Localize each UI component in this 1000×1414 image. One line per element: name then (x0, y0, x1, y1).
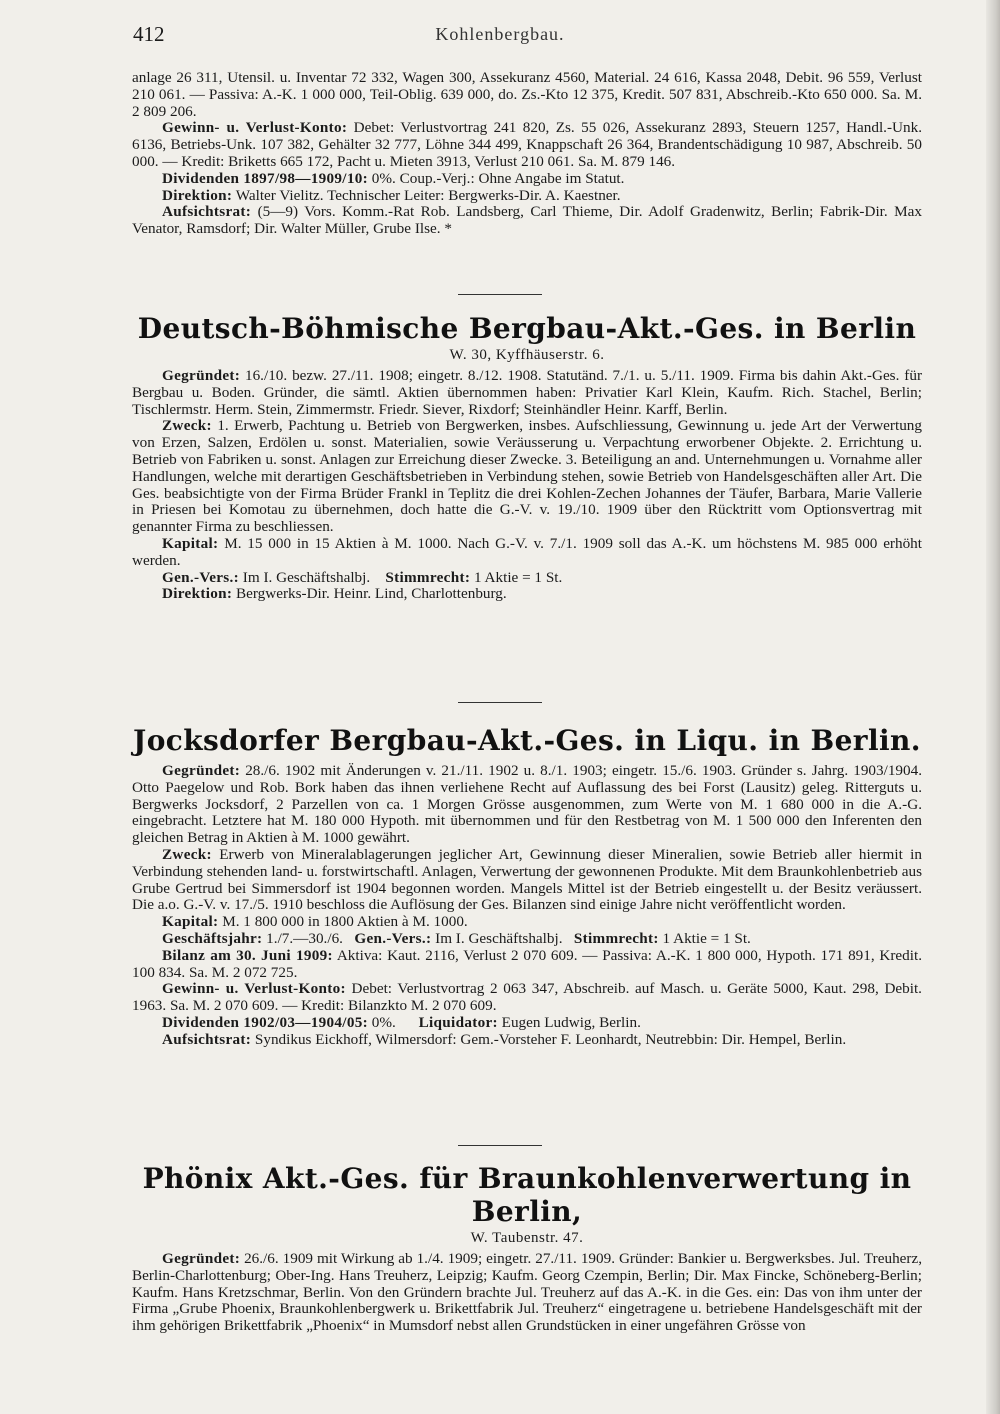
purpose-entry: Zweck: Erwerb von Mineralablagerungen jeglicher Art, Gewinnung dieser Mineralien, sowie Betrieb aller hiermit in Verbindung stehenden land- u. forstwirtschaftl. Anlagen, Verwertung der gewonnenen Produkte. Mit dem Braunkohlenbetrieb aus Grube Gertrud bei Simmersdorf ist 1904 begonnen worden. Mangels Mittel ist der Betrieb eingestellt u. der Besitz veräussert. Die a.o. G.-V. v. 17./5. 1910 beschloss die Auflösung der Ges. Bilanzen sind einige Jahre nicht veröffentlicht worden. (132, 845, 922, 914)
profit-loss-entry: Gewinn- u. Verlust-Konto: Debet: Verlustvortrag 241 820, Zs. 55 026, Assekuranz 2893, Steuern 1257, Handl.-Unk. 6136, Betriebs-Unk. 107 382, Gehälter 32 777, Löhne 344 499, Knappschaft 26 364, Brandentschädigung 10 987, Abschreib. 50 000. — Kredit: Briketts 665 172, Pacht u. Mieten 3913, Verlust 210 061. Sa. M. 879 146. (132, 119, 922, 170)
capital-entry: Kapital: M. 1 800 000 in 1800 Aktien à M. 1000. (162, 913, 468, 931)
section-divider (458, 294, 542, 295)
company-title: Deutsch-Böhmische Bergbau-Akt.-Ges. in Berlin (137, 312, 917, 345)
company-phoenix (132, 1162, 922, 1335)
page-number: 412 (133, 22, 165, 46)
balance-entry: Bilanz am 30. Juni 1909: Aktiva: Kaut. 2116, Verlust 2 070 609. — Passiva: A.-K. 1 800 000, Hypoth. 171 891, Kredit. 100 834. Sa. M. 2 072 725. (132, 946, 922, 981)
section-continuation (132, 70, 922, 238)
dividends-entry: Dividenden 1902/03—1904/05: 0%. Liquidator: Eugen Ludwig, Berlin. (162, 1013, 641, 1031)
running-title: Kohlenbergbau. (435, 24, 565, 44)
company-address: W. Taubenstr. 47. (470, 1230, 584, 1246)
purpose-entry: Zweck: 1. Erwerb, Pachtung u. Betrieb von Bergwerken, insbes. Aufschliessung, Gewinnung u. jede Art der Verwertung von Erzen, Salzen, Erdölen u. sonst. Materialien, sowie Veräusserung u. Verpachtung erworbener Objekte. 2. Errichtung u. Betrieb von Fabriken u. sonst. Anlagen zur Erreichung dieser Zwecke. 3. Beteiligung an and. Unternehmungen u. Vornahme aller Handlungen, welche mit derartigen Geschäftsbetrieben in Verbindung stehen, sowie Betrieb von Handelsgeschäften aller Art. Die Ges. beabsichtigte von der Firma Brüder Frankl in Teplitz die drei Kohlen-Zechen Johannes der Täufer, Barbara, Marie Vallerie in Priesen bei Komotau zu übernehmen, doch hatte die G.-V. v. 19./10. 1909 über den Rücktritt vom Optionsvertrag mit genannter Firma zu beschliessen. (132, 417, 922, 536)
page-edge-shadow (986, 0, 1000, 1414)
supervisory-board-entry: Aufsichtsrat: (5—9) Vors. Komm.-Rat Rob. Landsberg, Carl Thieme, Dir. Adolf Gradenwitz, Berlin; Fabrik-Dir. Max Venator, Ramsdorf; Dir. Walter Müller, Grube Ilse. * (132, 203, 922, 238)
business-year-entry: Geschäftsjahr: 1./7.—30./6. Gen.-Vers.: Im I. Geschäftshalbj. Stimmrecht: 1 Aktie = 1 St. (162, 929, 751, 947)
founded-entry: Gegründet: 16./10. bezw. 27./11. 1908; eingetr. 8./12. 1908. Statutänd. 7./1. u. 5./11. 1909. Firma bis dahin Akt.-Ges. für Bergbau u. Boden. Gründer, die sämtl. Aktien übernommen haben: Privatier Karl Klein, Kaufm. Rich. Stachel, Berlin; Tischlermstr. Herm. Stein, Zimmermstr. Friedr. Siever, Rixdorf; Steinhändler Heinr. Karff, Berlin. (132, 367, 922, 418)
company-jocksdorfer (132, 724, 922, 1049)
board-entry: Direktion: Walter Vielitz. Technischer Leiter: Bergwerks-Dir. A. Kaestner. (162, 186, 621, 204)
section-divider (458, 702, 542, 703)
board-entry: Direktion: Bergwerks-Dir. Heinr. Lind, Charlottenburg. (162, 585, 507, 603)
company-deutsch-boehmische (132, 312, 922, 603)
company-title: Jocksdorfer Bergbau-Akt.-Ges. in Liqu. in Berlin. (133, 724, 921, 757)
company-title: Phönix Akt.-Ges. für Braunkohlenverwertung in Berlin, (142, 1162, 912, 1228)
founded-entry: Gegründet: 28./6. 1902 mit Änderungen v. 21./11. 1902 u. 8./1. 1903; eingetr. 15./6. 1903. Gründer s. Jahrg. 1903/1904. Otto Paegelow und Rob. Bork haben das ihnen verliehene Recht auf Auflassung des bei Forst (Lausitz) geleg. Ritterguts u. Bergwerks Jocksdorf, 2 Parzellen von ca. 1 Morgen Grösse ausgenommen, zum Werte von M. 1 680 000 in die A.-G. eingebracht. Letztere hat M. 180 000 Hypoth. mit übernommen und für den Restbetrag von M. 1 500 000 den Inferenten den gleichen Betrag in Aktien à M. 1000 gewährt. (132, 762, 922, 847)
capital-entry: Kapital: M. 15 000 in 15 Aktien à M. 1000. Nach G.-V. v. 7./1. 1909 soll das A.-K. um höchstens M. 985 000 erhöht werden. (132, 534, 922, 569)
supervisory-board-entry: Aufsichtsrat: Syndikus Eickhoff, Wilmersdorf: Gem.-Vorsteher F. Leonhardt, Neutrebbin: Dir. Hempel, Berlin. (162, 1030, 847, 1048)
general-meeting-entry: Gen.-Vers.: Im I. Geschäftshalbj. Stimmrecht: 1 Aktie = 1 St. (162, 568, 563, 586)
company-address: W. 30, Kyffhäuserstr. 6. (449, 347, 605, 363)
balance-continuation: anlage 26 311, Utensil. u. Inventar 72 332, Wagen 300, Assekuranz 4560, Material. 24 616, Kassa 2048, Debit. 96 559, Verlust 210 061. — Passiva: A.-K. 1 000 000, Teil-Oblig. 639 000, do. Zs.-Kto 12 375, Kredit. 507 831, Abschreib.-Kto 650 000. Sa. M. 2 809 206. (132, 69, 922, 120)
section-divider (458, 1145, 542, 1146)
profit-loss-entry: Gewinn- u. Verlust-Konto: Debet: Verlustvortrag 2 063 347, Abschreib. auf Masch. u. Geräte 5000, Kaut. 298, Debit. 1963. Sa. M. 2 070 609. — Kredit: Bilanzkto M. 2 070 609. (132, 980, 922, 1015)
dividends-entry: Dividenden 1897/98—1909/10: 0%. Coup.-Verj.: Ohne Angabe im Statut. (162, 169, 625, 187)
founded-entry: Gegründet: 26./6. 1909 mit Wirkung ab 1./4. 1909; eingetr. 27./11. 1909. Gründer: Bankier u. Bergwerksbes. Jul. Treuherz, Berlin-Charlottenburg; Ober-Ing. Hans Treuherz, Leipzig; Kaufm. Georg Czempin, Berlin; Dir. Max Fincke, Schöneberg-Berlin; Kaufm. Hans Kretzschmar, Berlin. Von den Gründern brachte Jul. Treuherz auf das A.-K. in die Ges. ein: Das von ihm unter der Firma „Grube Phoenix, Braunkohlenbergwerk u. Brikettfabrik Jul. Treuherz“ eingetragene u. betriebene Handelsgeschäft mit der ihm gehörigen Brikettfabrik „Phoenix“ in Mumsdorf nebst allen Grundstücken in einer ungefähren Grösse von (132, 1250, 922, 1335)
